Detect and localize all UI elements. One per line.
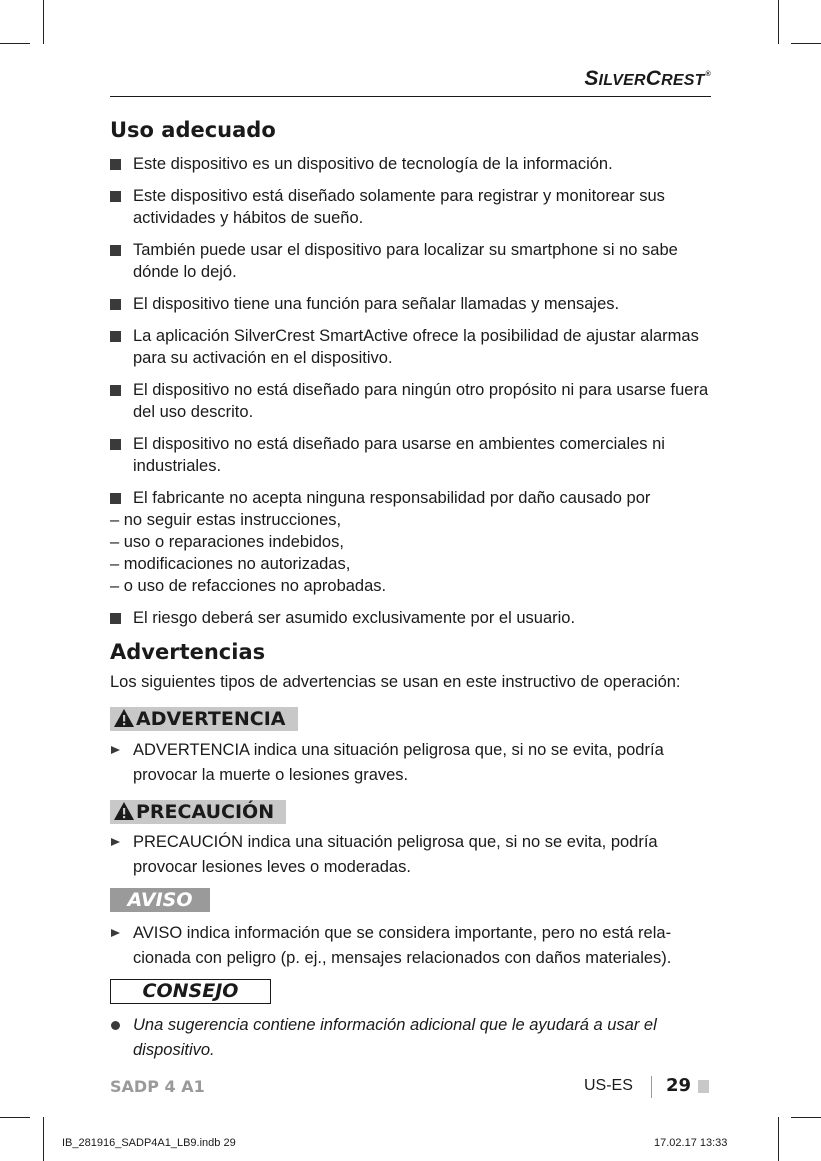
- footer-language: US-ES: [584, 1077, 633, 1094]
- section-title-advertencias: Advertencias: [110, 640, 266, 664]
- uso-list: [110, 153, 720, 639]
- caution-description: PRECAUCIÓN indica una situación peligrosa que, si no se evita, podría provocar lesiones leves o moderadas.: [110, 830, 720, 880]
- caution-badge: PRECAUCIÓN: [110, 800, 286, 824]
- crop-mark: [0, 1117, 30, 1118]
- warning-badge: ADVERTENCIA: [110, 707, 298, 731]
- arrow-bullet-icon: [111, 929, 120, 937]
- dash-line: – modificaciones no autorizadas,: [110, 555, 351, 573]
- crop-mark: [791, 1117, 821, 1118]
- tip-badge: CONSEJO: [110, 979, 271, 1004]
- brand-logo: SILVERCREST®: [584, 67, 711, 90]
- crop-mark: [43, 0, 44, 44]
- list-item: La aplicación SilverCrest SmartActive ofrece la posibilidad de ajustar alarmas para su activación en el dispositivo.: [110, 325, 720, 369]
- crop-mark: [791, 43, 821, 44]
- dash-line: – o uso de refacciones no aprobadas.: [110, 577, 387, 595]
- crop-mark: [43, 1117, 44, 1161]
- dot-bullet-icon: [111, 1021, 120, 1030]
- arrow-bullet-icon: [111, 838, 120, 846]
- list-item: El fabricante no acepta ninguna responsabilidad por daño causado por – no seguir estas instrucciones, – uso o reparaciones indebidos, – modificaciones no autorizadas, – o uso de refacciones no aprobadas.: [110, 487, 720, 597]
- page-number: 29: [666, 1075, 692, 1096]
- crop-mark: [778, 0, 779, 44]
- advertencias-intro: Los siguientes tipos de advertencias se usan en este instructivo de operación:: [110, 673, 681, 691]
- header-rule: [110, 96, 711, 97]
- dash-line: – uso o reparaciones indebidos,: [110, 533, 344, 551]
- warning-triangle-icon: [113, 800, 135, 822]
- list-item: El riesgo deberá ser asumido exclusivamente por el usuario.: [110, 607, 720, 629]
- notice-description: AVISO indica información que se considera importante, pero no está rela-cionada con peligro (p. ej., mensajes relacionados con daños materiales).: [110, 921, 720, 971]
- page-marker: [698, 1080, 709, 1093]
- warning-description: ADVERTENCIA indica una situación peligrosa que, si no se evita, podría provocar la muerte o lesiones graves.: [110, 738, 720, 788]
- tip-description: Una sugerencia contiene información adicional que le ayudará a usar el dispositivo.: [110, 1013, 720, 1063]
- list-item: Este dispositivo está diseñado solamente para registrar y monitorear sus actividades y hábitos de sueño.: [110, 185, 720, 229]
- slug-date: 17.02.17 13:33: [654, 1137, 728, 1149]
- list-item: El dispositivo tiene una función para señalar llamadas y mensajes.: [110, 293, 720, 315]
- footer-divider: [651, 1076, 652, 1098]
- list-item: El dispositivo no está diseñado para usarse en ambientes comerciales ni industriales.: [110, 433, 720, 477]
- list-item: Este dispositivo es un dispositivo de tecnología de la información.: [110, 153, 720, 175]
- arrow-bullet-icon: [111, 746, 120, 754]
- dash-line: – no seguir estas instrucciones,: [110, 511, 342, 529]
- list-item: También puede usar el dispositivo para localizar su smartphone si no sabe dónde lo dejó.: [110, 239, 720, 283]
- section-title-uso: Uso adecuado: [110, 118, 276, 142]
- crop-mark: [778, 1117, 779, 1161]
- footer-model: SADP 4 A1: [110, 1077, 205, 1096]
- crop-mark: [0, 43, 30, 44]
- notice-badge: AVISO: [110, 888, 210, 912]
- list-item: El dispositivo no está diseñado para ningún otro propósito ni para usarse fuera del uso descrito.: [110, 379, 720, 423]
- warning-triangle-icon: [113, 707, 135, 729]
- slug-file: IB_281916_SADP4A1_LB9.indb 29: [62, 1137, 236, 1149]
